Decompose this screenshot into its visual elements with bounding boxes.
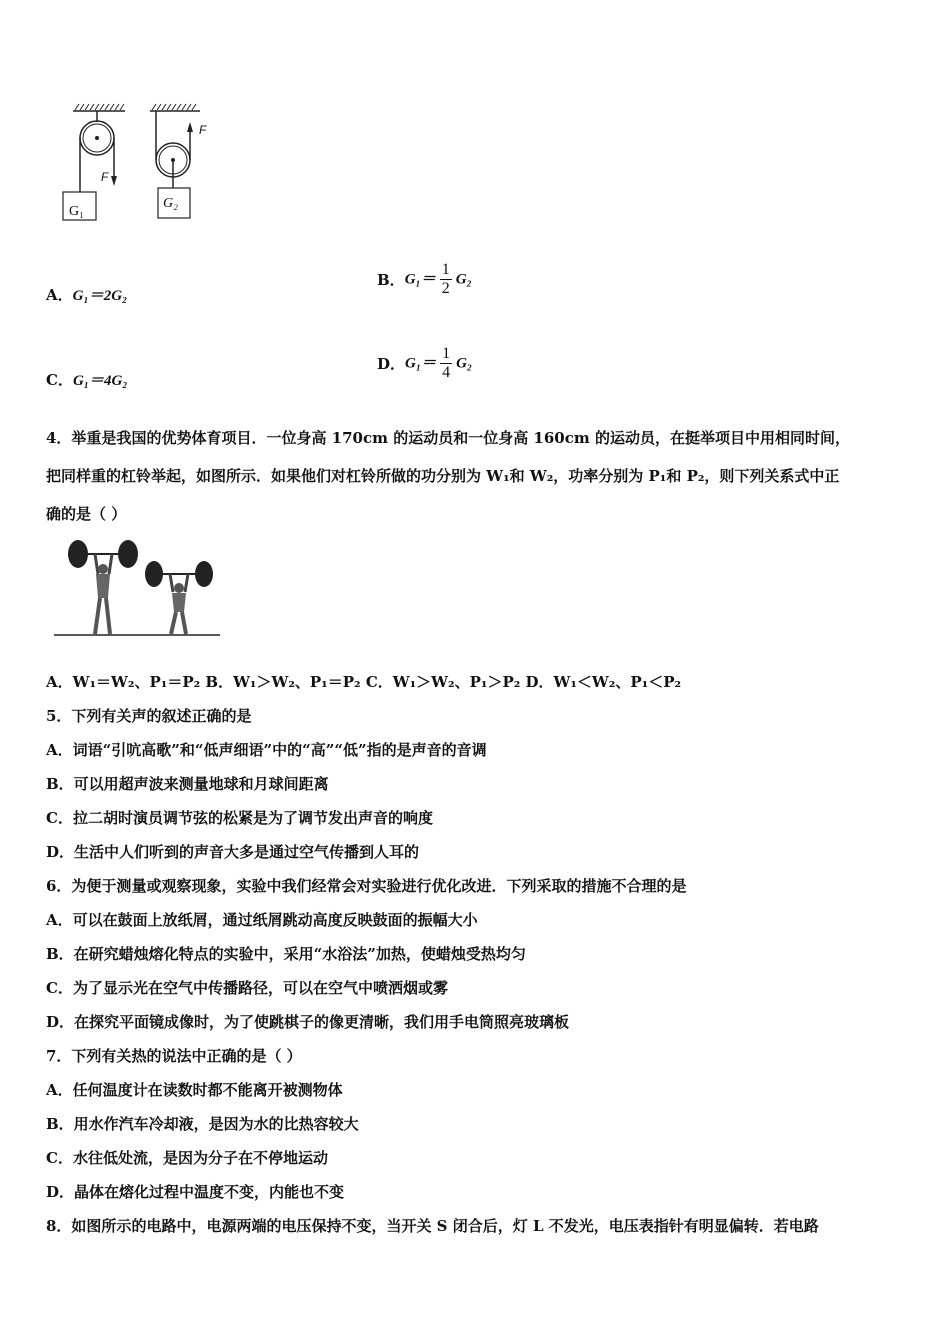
force-label-left: F bbox=[101, 170, 109, 184]
q6-option-d: D．在探究平面镜成像时，为了使跳棋子的像更清晰，我们用手电筒照亮玻璃板 bbox=[46, 1013, 570, 1031]
option-prefix: G₁＝ bbox=[405, 355, 437, 372]
q3-option-b bbox=[377, 261, 472, 298]
q6-option-b: B．在研究蜡烛熔化特点的实验中，采用“水浴法”加热，使蜡烛受热均匀 bbox=[46, 945, 526, 963]
q5-option-c: C．拉二胡时演员调节弦的松紧是为了调节发出声音的响度 bbox=[46, 809, 433, 827]
fraction-denominator: 2 bbox=[441, 280, 450, 297]
q4-stem-line1: 4．举重是我国的优势体育项目．一位身高 170cm 的运动员和一位身高 160cm 的运动员，在挺举项目中用相同时间， bbox=[46, 429, 850, 447]
option-text: G₁＝4G₂ bbox=[72, 373, 128, 389]
fraction-denominator: 4 bbox=[442, 364, 451, 381]
option-label: C． bbox=[46, 371, 73, 389]
q6-option-a: A．可以在鼓面上放纸屑，通过纸屑跳动高度反映鼓面的振幅大小 bbox=[46, 911, 478, 929]
q7-option-c: C．水往低处流，是因为分子在不停地运动 bbox=[46, 1149, 328, 1167]
q4-options: A．W₁＝W₂、P₁＝P₂ B．W₁＞W₂、P₁＝P₂ C．W₁＞W₂、P₁＞P₂ D．W₁＜W₂、P₁＜P₂ bbox=[46, 673, 682, 691]
q6-option-c: C．为了显示光在空气中传播路径，可以在空气中喷洒烟或雾 bbox=[46, 979, 448, 997]
fraction-numerator: 1 bbox=[442, 345, 451, 362]
fraction-numerator: 1 bbox=[441, 261, 450, 278]
weight-label-g2: G₂ bbox=[163, 196, 178, 211]
q5-option-a: A．词语“引吭高歌”和“低声细语”中的“高”“低”指的是声音的音调 bbox=[46, 741, 487, 759]
q8-stem: 8．如图所示的电路中，电源两端的电压保持不变，当开关 S 闭合后，灯 L 不发光，电压表指针有明显偏转．若电路 bbox=[46, 1217, 819, 1235]
fraction bbox=[440, 345, 452, 382]
q4-stem-line2: 把同样重的杠铃举起，如图所示．如果他们对杠铃所做的功分别为 W₁和 W₂，功率分别为 P₁和 P₂，则下列关系式中正 bbox=[46, 467, 840, 485]
q5-stem: 5．下列有关声的叙述正确的是 bbox=[46, 707, 252, 725]
force-label-right: F bbox=[199, 123, 207, 137]
q3-option-c bbox=[46, 370, 128, 391]
option-prefix: G₁＝ bbox=[404, 271, 436, 288]
q3-option-a bbox=[46, 285, 127, 306]
option-label: B． bbox=[377, 270, 405, 289]
weightlifters-figure bbox=[50, 538, 222, 640]
fraction bbox=[440, 261, 452, 298]
option-suffix: G₂ bbox=[456, 355, 473, 372]
q7-option-d: D．晶体在熔化过程中温度不变，内能也不变 bbox=[46, 1183, 345, 1201]
q5-option-b: B．可以用超声波来测量地球和月球间距离 bbox=[46, 775, 329, 793]
q7-stem: 7．下列有关热的说法中正确的是（ ） bbox=[46, 1047, 302, 1065]
q7-option-b: B．用水作汽车冷却液，是因为水的比热容较大 bbox=[46, 1115, 359, 1133]
q3-option-d bbox=[377, 345, 472, 382]
option-suffix: G₂ bbox=[455, 271, 472, 288]
q5-option-d: D．生活中人们听到的声音大多是通过空气传播到人耳的 bbox=[46, 843, 420, 861]
weight-label-g1: G₁ bbox=[69, 204, 84, 219]
q6-stem: 6．为便于测量或观察现象，实验中我们经常会对实验进行优化改进．下列采取的措施不合理的是 bbox=[46, 877, 687, 895]
option-label: A． bbox=[46, 286, 73, 304]
option-text: G₁＝2G₂ bbox=[72, 288, 128, 304]
q7-option-a: A．任何温度计在读数时都不能离开被测物体 bbox=[46, 1081, 343, 1099]
q4-stem-line3: 确的是（ ） bbox=[46, 505, 127, 523]
option-label: D． bbox=[377, 354, 406, 373]
